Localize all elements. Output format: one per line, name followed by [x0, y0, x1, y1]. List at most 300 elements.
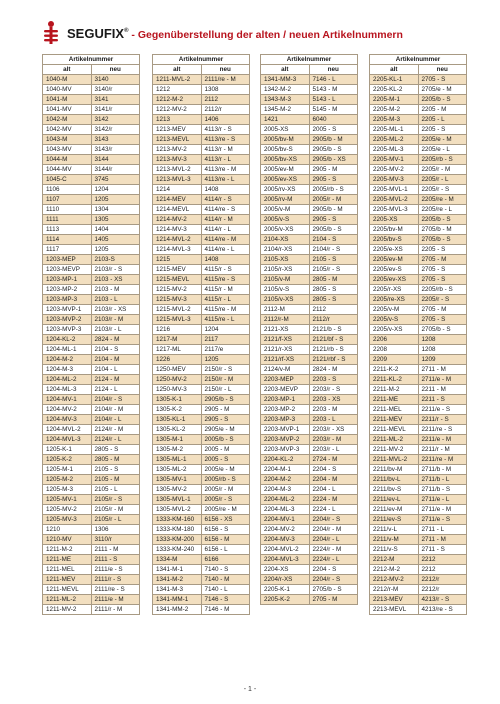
table-row	[370, 145, 467, 155]
old-article-number: 1214-MEV	[153, 195, 202, 205]
new-article-number: 2212/r	[418, 585, 467, 595]
old-article-number: 2205-MVL-1	[370, 185, 419, 195]
new-article-number: 2203/r - XS	[309, 425, 358, 435]
old-article-number: 2203-MVP-1	[261, 425, 310, 435]
table-row	[153, 215, 250, 225]
table-row	[153, 345, 250, 355]
old-article-number: 1214-MV-3	[153, 225, 202, 235]
table-row	[153, 565, 250, 575]
table-row	[43, 425, 140, 435]
new-article-number: 2212/r	[418, 575, 467, 585]
new-article-number: 2111/e - M	[91, 595, 140, 605]
new-article-number: 2124/r - L	[91, 435, 140, 445]
old-article-number: 2211/bv-L	[370, 475, 419, 485]
old-article-number: 1210	[43, 525, 92, 535]
new-article-number: 6156 - L	[201, 545, 250, 555]
old-article-number: 1305-MV-2	[153, 485, 202, 495]
old-article-number: 2204-ML-3	[261, 505, 310, 515]
new-article-number: 2104 - M	[91, 355, 140, 365]
old-article-number: 2005/v-M	[261, 205, 310, 215]
table-row	[261, 375, 358, 385]
old-article-number: 1117	[43, 245, 92, 255]
table-row	[261, 515, 358, 525]
new-article-number: 2124 - M	[91, 375, 140, 385]
old-article-number: 2203-MEP	[261, 375, 310, 385]
old-article-number: 2104/r-XS	[261, 245, 310, 255]
new-article-number: 1408	[201, 255, 250, 265]
old-article-number: 2211/bv-S	[370, 485, 419, 495]
old-article-number: 2205-KL-1	[370, 75, 419, 85]
table-row	[261, 445, 358, 455]
table-row	[370, 245, 467, 255]
table-row	[261, 465, 358, 475]
new-article-number: 1205	[91, 195, 140, 205]
table-row	[261, 225, 358, 235]
table-row	[261, 315, 358, 325]
table-row	[370, 375, 467, 385]
table-row	[43, 575, 140, 585]
new-article-number: 2204/r - L	[309, 535, 358, 545]
new-article-number: 2005 - S	[201, 455, 250, 465]
table-group-header: Artikelnummer	[370, 55, 467, 65]
new-article-number: 2105/r - L	[91, 515, 140, 525]
new-article-number: 2117	[201, 335, 250, 345]
old-article-number: 1204-M-3	[43, 365, 92, 375]
new-article-number: 4114/r - L	[201, 225, 250, 235]
table-row	[153, 525, 250, 535]
table-row	[370, 285, 467, 295]
old-article-number: 1305-ML-2	[153, 465, 202, 475]
new-article-number: 2224/r - L	[309, 555, 358, 565]
new-article-number: 5143 - L	[309, 95, 358, 105]
new-article-number: 2112/r	[201, 105, 250, 115]
table-row	[370, 345, 467, 355]
new-article-number: 2005/r - M	[309, 195, 358, 205]
new-article-number: 5145 - M	[309, 105, 358, 115]
table-row	[261, 545, 358, 555]
table-row	[153, 195, 250, 205]
table-row	[43, 385, 140, 395]
table-row	[261, 475, 358, 485]
table-row	[43, 175, 140, 185]
table-row	[261, 585, 358, 595]
old-article-number: 2204/r-XS	[261, 575, 310, 585]
new-article-number: 4113/re - L	[201, 175, 250, 185]
table-row	[370, 535, 467, 545]
new-article-number: 2224 - M	[309, 495, 358, 505]
table-row	[43, 365, 140, 375]
table-row	[261, 345, 358, 355]
new-article-number: 2005/b - S	[201, 435, 250, 445]
new-article-number: 3110/r	[91, 535, 140, 545]
old-article-number: 1343-M-3	[261, 95, 310, 105]
old-article-number: 1305-MV-1	[153, 475, 202, 485]
new-article-number: 4113/r - M	[201, 145, 250, 155]
old-article-number: 1215-MV-3	[153, 295, 202, 305]
table-row	[153, 505, 250, 515]
old-article-number: 2105/v-S	[261, 285, 310, 295]
old-article-number: 2105/v-M	[261, 275, 310, 285]
old-article-number: 1204-M-2	[43, 355, 92, 365]
new-article-number: 2103/r - XS	[91, 305, 140, 315]
new-article-number: 2211/r - S	[418, 415, 467, 425]
column-header-new: neu	[201, 65, 250, 75]
new-article-number: 6166	[201, 555, 250, 565]
old-article-number: 2204-MV-3	[261, 535, 310, 545]
old-article-number: 1334-M	[153, 555, 202, 565]
old-article-number: 2205/re-XS	[370, 295, 419, 305]
old-article-number: 2209	[370, 355, 419, 365]
table-row	[370, 405, 467, 415]
old-article-number: 1204-ML-1	[43, 345, 92, 355]
table-row	[261, 75, 358, 85]
old-article-number: 1044-MV	[43, 165, 92, 175]
new-article-number: 2905/b - S	[309, 225, 358, 235]
old-article-number: 2212-M-2	[370, 565, 419, 575]
table-row	[153, 605, 250, 615]
new-article-number: 2711/e - L	[418, 495, 467, 505]
new-article-number: 2905/b - S	[201, 395, 250, 405]
table-row	[370, 295, 467, 305]
new-article-number: 2711/e - S	[418, 515, 467, 525]
new-article-number: 6156 - M	[201, 535, 250, 545]
table-row	[43, 535, 140, 545]
old-article-number: 1215-MVL-3	[153, 315, 202, 325]
new-article-number: 2711 - S	[418, 545, 467, 555]
table-row	[370, 325, 467, 335]
table-row	[153, 235, 250, 245]
new-article-number: 4115/r - S	[201, 265, 250, 275]
old-article-number: 2204-KL-2	[261, 455, 310, 465]
old-article-number: 2205/r-XS	[370, 285, 419, 295]
new-article-number: 2211 - M	[418, 385, 467, 395]
table-row	[153, 425, 250, 435]
table-row	[261, 555, 358, 565]
table-row	[370, 595, 467, 605]
old-article-number: 2205-ML-1	[370, 125, 419, 135]
table-row	[43, 195, 140, 205]
table-row	[43, 475, 140, 485]
new-article-number: 2205/rb - S	[418, 285, 467, 295]
old-article-number: 2208	[370, 345, 419, 355]
table-row	[153, 275, 250, 285]
old-article-number: 2005/ev-M	[261, 165, 310, 175]
table-row	[43, 375, 140, 385]
old-article-number: 2205/v-M	[370, 305, 419, 315]
old-article-number: 1214-MVL-2	[153, 235, 202, 245]
table-row	[43, 335, 140, 345]
table-row	[153, 245, 250, 255]
new-article-number: 2905 - M	[309, 165, 358, 175]
new-article-number: 4115/re - S	[201, 275, 250, 285]
new-article-number: 7146 - S	[201, 595, 250, 605]
new-article-number: 2105/r - M	[91, 505, 140, 515]
new-article-number: 2905 - S	[201, 415, 250, 425]
table-row	[43, 125, 140, 135]
old-article-number: 1204-MV-2	[43, 405, 92, 415]
old-article-number: 2005/rv-M	[261, 195, 310, 205]
old-article-number: 2211/v-M	[370, 535, 419, 545]
old-article-number: 2005/bv-S	[261, 145, 310, 155]
old-article-number: 2204-MVL-3	[261, 555, 310, 565]
new-article-number: 4115/re - M	[201, 305, 250, 315]
table-row	[370, 265, 467, 275]
old-article-number: 1305-MVL-1	[153, 495, 202, 505]
old-article-number: 2205/e-XS	[370, 245, 419, 255]
table-row	[261, 135, 358, 145]
table-row	[370, 105, 467, 115]
old-article-number: 2203-MEVP	[261, 385, 310, 395]
old-article-number: 2105/v-XS	[261, 295, 310, 305]
new-article-number: 4113/re - S	[201, 135, 250, 145]
new-article-number: 2005/rb - S	[309, 185, 358, 195]
new-article-number: 2711/b - L	[418, 475, 467, 485]
old-article-number: 2203-MVP-3	[261, 445, 310, 455]
new-article-number: 2905/b - M	[309, 135, 358, 145]
old-article-number: 2211-M-2	[370, 385, 419, 395]
old-article-number: 1204-MV-3	[43, 415, 92, 425]
table-row	[261, 125, 358, 135]
new-article-number: 5143 - M	[309, 85, 358, 95]
new-article-number: 4115/re - L	[201, 315, 250, 325]
table-row	[43, 85, 140, 95]
old-article-number: 1421	[261, 115, 310, 125]
new-article-number: 2905 - S	[309, 215, 358, 225]
new-article-number: 2204 - L	[309, 485, 358, 495]
table-row	[261, 85, 358, 95]
table-row	[370, 215, 467, 225]
table-row	[43, 405, 140, 415]
new-article-number: 2105 - S	[309, 255, 358, 265]
new-article-number: 2205/b - S	[418, 215, 467, 225]
old-article-number: 1113	[43, 225, 92, 235]
table-row	[43, 595, 140, 605]
table-row	[370, 365, 467, 375]
old-article-number: 1333-KM-240	[153, 545, 202, 555]
new-article-number: 7140 - S	[201, 565, 250, 575]
old-article-number: 1305-M-2	[153, 445, 202, 455]
old-article-number: 2205/ev-S	[370, 265, 419, 275]
old-article-number: 2205-MVL-2	[370, 195, 419, 205]
new-article-number: 2905/b - S	[309, 145, 358, 155]
new-article-number: 4114/re - M	[201, 235, 250, 245]
old-article-number: 2203-MVP-2	[261, 435, 310, 445]
table-row	[43, 105, 140, 115]
old-article-number: 1110	[43, 205, 92, 215]
old-article-number: 1226	[153, 355, 202, 365]
old-article-number: 1205-MV-3	[43, 515, 92, 525]
new-article-number: 2204 - S	[309, 465, 358, 475]
new-article-number: 2121/rbf - S	[309, 355, 358, 365]
table-row	[153, 465, 250, 475]
new-article-number: 3140/r	[91, 85, 140, 95]
new-article-number: 2711 - M	[418, 535, 467, 545]
old-article-number: 1213-MVL-2	[153, 165, 202, 175]
table-row	[261, 595, 358, 605]
old-article-number: 1213-MV-2	[153, 145, 202, 155]
old-article-number: 2211-MV-2	[370, 445, 419, 455]
new-article-number: 2905 - S	[309, 175, 358, 185]
old-article-number: 1211-M-2	[43, 545, 92, 555]
new-article-number: 2111 - M	[91, 545, 140, 555]
old-article-number: 1250-MEV	[153, 365, 202, 375]
old-article-number: 2205-MV-3	[370, 175, 419, 185]
old-article-number: 2105-XS	[261, 255, 310, 265]
old-article-number: 1305-M-1	[153, 435, 202, 445]
column-header-old: alt	[153, 65, 202, 75]
table-row	[43, 95, 140, 105]
old-article-number: 1203-MP-2	[43, 285, 92, 295]
table-row	[370, 435, 467, 445]
new-article-number: 3144/r	[91, 165, 140, 175]
new-article-number: 2205 - M	[418, 105, 467, 115]
new-article-number: 2124 - L	[91, 385, 140, 395]
table-row	[370, 255, 467, 265]
table-row	[261, 215, 358, 225]
old-article-number: 2211/ev-L	[370, 495, 419, 505]
old-article-number: 2205-ML-3	[370, 145, 419, 155]
new-article-number: 4113/r - L	[201, 155, 250, 165]
table-row	[153, 535, 250, 545]
brand-name: SEGUFIX®	[67, 26, 129, 41]
new-article-number: 2112	[309, 305, 358, 315]
new-article-number: 2203 - M	[309, 405, 358, 415]
new-article-number: 2124/r - M	[91, 425, 140, 435]
old-article-number: 1212-M-2	[153, 95, 202, 105]
old-article-number: 2204-MV-1	[261, 515, 310, 525]
table-row	[370, 95, 467, 105]
table-row	[370, 505, 467, 515]
table-row	[370, 195, 467, 205]
new-article-number: 2204/r - M	[309, 525, 358, 535]
article-table-1	[42, 54, 140, 615]
new-article-number: 7140 - M	[201, 575, 250, 585]
new-article-number: 2150/r - M	[201, 375, 250, 385]
new-article-number: 2112/r	[309, 315, 358, 325]
old-article-number: 2205/v-S	[370, 315, 419, 325]
new-article-number: 2103 - XS	[91, 275, 140, 285]
new-article-number: 1205	[201, 355, 250, 365]
old-article-number: 1210-MV	[43, 535, 92, 545]
new-article-number: 2105 - S	[91, 465, 140, 475]
table-row	[43, 315, 140, 325]
new-article-number: 2905/b - M	[309, 205, 358, 215]
table-row	[370, 515, 467, 525]
table-row	[43, 325, 140, 335]
old-article-number: 2005/v-XS	[261, 225, 310, 235]
old-article-number: 2005/bv-XS	[261, 155, 310, 165]
old-article-number: 1045-C	[43, 175, 92, 185]
table-row	[153, 295, 250, 305]
old-article-number: 1214-MEVL	[153, 205, 202, 215]
new-article-number: 2104 - L	[91, 365, 140, 375]
new-article-number: 2905 - M	[201, 405, 250, 415]
table-row	[370, 465, 467, 475]
article-number-tables	[42, 54, 483, 704]
table-row	[43, 225, 140, 235]
table-row	[43, 265, 140, 275]
old-article-number: 2005/v-S	[261, 215, 310, 225]
old-article-number: 2211-MEL	[370, 405, 419, 415]
table-row	[153, 445, 250, 455]
old-article-number: 1204-ML-3	[43, 385, 92, 395]
table-row	[153, 85, 250, 95]
old-article-number: 1212-MV-2	[153, 105, 202, 115]
table-row	[153, 575, 250, 585]
table-row	[43, 285, 140, 295]
article-table-3	[260, 54, 358, 605]
table-row	[43, 235, 140, 245]
new-article-number: 2211 - S	[418, 395, 467, 405]
table-row	[153, 125, 250, 135]
new-article-number: 2111/re - M	[201, 75, 250, 85]
new-article-number: 1208	[418, 335, 467, 345]
old-article-number: 2205-XS	[370, 215, 419, 225]
old-article-number: 2211-ML-2	[370, 435, 419, 445]
old-article-number: 2212-MV-2	[370, 575, 419, 585]
new-article-number: 7140 - L	[201, 585, 250, 595]
old-article-number: 1215-MV-2	[153, 285, 202, 295]
new-article-number: 2211/re - S	[418, 425, 467, 435]
new-article-number: 4113/r - S	[201, 125, 250, 135]
column-header-new: neu	[418, 65, 467, 75]
new-article-number: 6040	[309, 115, 358, 125]
old-article-number: 1341-M-1	[153, 565, 202, 575]
table-row	[43, 445, 140, 455]
old-article-number: 1333-KM-180	[153, 525, 202, 535]
new-article-number: 2705/b - S	[418, 325, 467, 335]
old-article-number: 2205-M-1	[370, 95, 419, 105]
new-article-number: 2711 - M	[418, 365, 467, 375]
old-article-number: 2205-MV-1	[370, 155, 419, 165]
old-article-number: 2203-MP-1	[261, 395, 310, 405]
new-article-number: 7146 - M	[201, 605, 250, 615]
new-article-number: 2112	[201, 95, 250, 105]
table-row	[43, 415, 140, 425]
table-row	[43, 585, 140, 595]
old-article-number: 1043-M	[43, 135, 92, 145]
table-row	[370, 385, 467, 395]
table-row	[153, 255, 250, 265]
table-row	[43, 255, 140, 265]
table-row	[153, 375, 250, 385]
old-article-number: 1213-MVL-3	[153, 175, 202, 185]
table-row	[261, 405, 358, 415]
page-title	[67, 25, 403, 43]
new-article-number: 2205/e - L	[418, 145, 467, 155]
new-article-number: 2705 - S	[418, 75, 467, 85]
page-subtitle: - Gegenüberstellung der alten / neuen Artikelnummern	[128, 29, 403, 41]
new-article-number: 2111 - S	[91, 555, 140, 565]
old-article-number: 1250-MV-2	[153, 375, 202, 385]
table-row	[43, 455, 140, 465]
new-article-number: 2211/e - S	[418, 405, 467, 415]
table-row	[370, 315, 467, 325]
new-article-number: 3143	[91, 135, 140, 145]
table-row	[153, 285, 250, 295]
old-article-number: 2005/rv-XS	[261, 185, 310, 195]
table-row	[153, 175, 250, 185]
old-article-number: 1204-MV-1	[43, 395, 92, 405]
table-row	[370, 125, 467, 135]
new-article-number: 2205/r - S	[418, 185, 467, 195]
old-article-number: 1203-MVP-2	[43, 315, 92, 325]
new-article-number: 2205 - S	[418, 245, 467, 255]
new-article-number: 2805 - M	[91, 455, 140, 465]
table-row	[370, 175, 467, 185]
new-article-number: 2805 - S	[309, 295, 358, 305]
old-article-number: 2205/bv-M	[370, 225, 419, 235]
